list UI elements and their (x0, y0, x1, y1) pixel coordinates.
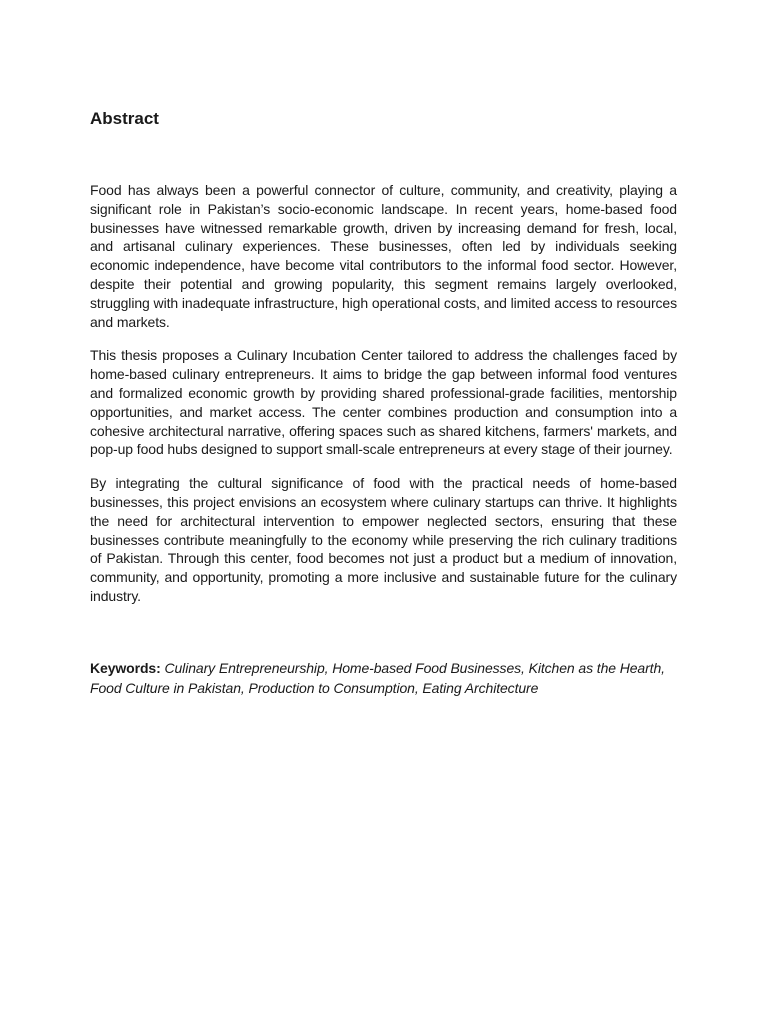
abstract-body (90, 181, 677, 621)
abstract-paragraph-2: This thesis proposes a Culinary Incubation Center tailored to address the challenges faced by home-based culinary entrepreneurs. It aims to bridge the gap between informal food ventures and formalized economic growth by providing shared professional-grade facilities, mentorship opportunities, and market access. The center combines production and consumption into a cohesive architectural narrative, offering spaces such as shared kitchens, farmers' markets, and pop-up food hubs designed to support small-scale entrepreneurs at every stage of their journey. (90, 347, 677, 458)
abstract-paragraph-1: Food has always been a powerful connector of culture, community, and creativity, playing a significant role in Pakistan’s socio-economic landscape. In recent years, home-based food businesses have witnessed remarkable growth, driven by increasing demand for fresh, local, and artisanal culinary experiences. These businesses, often led by individuals seeking economic independence, have become vital contributors to the informal food sector. However, despite their potential and growing popularity, this segment remains largely overlooked, struggling with inadequate infrastructure, high operational costs, and limited access to resources and markets. (90, 182, 677, 330)
abstract-paragraph-3: By integrating the cultural significance of food with the practical needs of home-based businesses, this project envisions an ecosystem where culinary startups can thrive. It highlights the need for architectural intervention to empower neglected sectors, ensuring that these businesses contribute meaningfully to the economy while preserving the rich culinary traditions of Pakistan. Through this center, food becomes not just a product but a medium of innovation, community, and opportunity, promoting a more inclusive and sustainable future for the culinary industry. (90, 475, 677, 604)
keywords-list: Culinary Entrepreneurship, Home-based Food Businesses, Kitchen as the Hearth, Food Culture in Pakistan, Production to Consumption, Eating Architecture (90, 660, 665, 696)
keywords-label: Keywords: (90, 660, 161, 676)
keywords-line (90, 659, 690, 698)
page-title: Abstract (90, 109, 159, 128)
